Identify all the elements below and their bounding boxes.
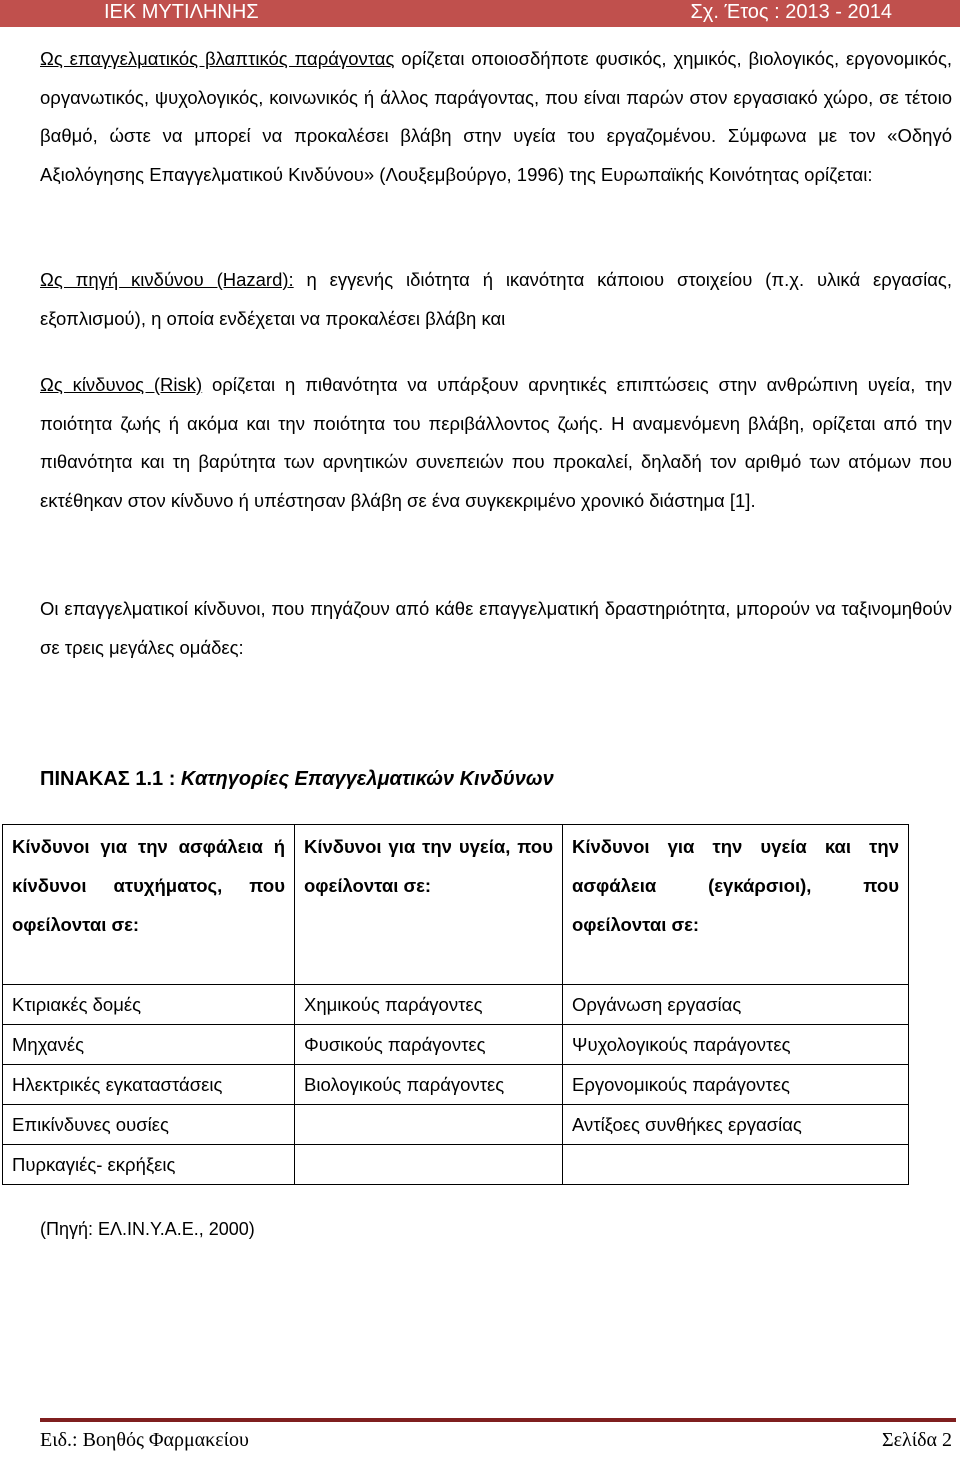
footer-specialty: Ειδ.: Βοηθός Φαρμακείου [40,1429,249,1451]
header-school: ΙΕΚ ΜΥΤΙΛΗΝΗΣ [104,1,259,23]
definition-hazard: η εγγενής ιδιότητα ή ικανότητα κάποιου στοιχείου (π.χ. υλικά εργασίας, εξοπλισμού), η οποία ενδέχεται να προκαλέσει βλάβη και [40,269,952,329]
table-source: (Πηγή: ΕΛ.ΙΝ.Υ.Α.Ε., 2000) [40,1219,255,1239]
header-health-risks: Κίνδυνοι για την υγεία, που οφείλονται σε: [295,825,563,985]
table-caption [40,762,554,796]
table-row [3,1065,909,1105]
definition-risk: ορίζεται η πιθανότητα να υπάρξουν αρνητικές επιπτώσεις στην ανθρώπινη υγεία, την ποιότητα ζωής ή ακόμα και την ποιότητα του περιβάλλοντος ζωής. Η αναμενόμενη βλάβη, ορίζεται από την πιθανότητα και τη βαρύτητα των αρνητικών συνεπειών που προκαλεί, δηλαδή τον αριθμό των ατόμων που εκτέθηκαν στον κίνδυνο ή υπέστησαν βλάβη σε ένα συγκεκριμένο χρονικό διάστημα [1]. [40,374,952,511]
paragraph-occupational-factor [40,40,952,194]
table-cell: Χημικούς παράγοντες [295,985,563,1025]
table-row [3,1145,909,1185]
footer-page-number: Σελίδα 2 [881,1429,952,1451]
table-cell [563,1145,909,1185]
table-caption-label: ΠΙΝΑΚΑΣ 1.1 : [40,768,176,790]
definition-occupational-factor: ορίζεται οποιοσδήποτε φυσικός, χημικός, βιολογικός, εργονομικός, οργανωτικός, ψυχολογικός, κοινωνικός ή άλλος παράγοντας, που είναι παρών στον εργασιακό χώρο, σε τέτοιο βαθμό, ώστε να μπορεί να προκαλέσει βλάβη στην υγεία του εργαζομένου. Σύμφωνα με τον «Οδηγό Αξιολόγησης Επαγγελματικού Κινδύνου» (Λουξεμβούργο, 1996) της Ευρωπαϊκής Κοινότητας ορίζεται: [40,48,953,185]
paragraph-risk [40,366,952,520]
header-safety-risks: Κίνδυνοι για την ασφάλεια ή κίνδυνοι ατυχήματος, που οφείλονται σε: [3,825,295,985]
table-cell: Ηλεκτρικές εγκαταστάσεις [3,1065,295,1105]
paragraph-hazard [40,261,952,338]
table-row [3,1025,909,1065]
table-cell: Φυσικούς παράγοντες [295,1025,563,1065]
table-cell: Αντίξοες συνθήκες εργασίας [563,1105,909,1145]
table-cell: Οργάνωση εργασίας [563,985,909,1025]
table-cell [295,1105,563,1145]
term-hazard: Ως πηγή κινδύνου (Hazard): [40,269,294,290]
table-cell: Πυρκαγιές- εκρήξεις [3,1145,295,1185]
table-cell [295,1145,563,1185]
term-risk: Ως κίνδυνος (Risk) [40,374,203,395]
table-caption-title: Κατηγορίες Επαγγελματικών Κινδύνων [180,768,554,790]
table-cell: Ψυχολογικούς παράγοντες [563,1025,909,1065]
header-cross-risks: Κίνδυνοι για την υγεία και την ασφάλεια (εγκάρσιοι), που οφείλονται σε: [563,825,909,985]
table-cell: Εργονομικούς παράγοντες [563,1065,909,1105]
table-header-row [3,825,909,985]
table-cell: Βιολογικούς παράγοντες [295,1065,563,1105]
paragraph-classification: Οι επαγγελματικοί κίνδυνοι, που πηγάζουν από κάθε επαγγελματική δραστηριότητα, μπορούν να ταξινομηθούν σε τρεις μεγάλες ομάδες: [40,598,952,658]
header-school-year: Σχ. Έτος : 2013 - 2014 [690,1,892,23]
table-row [3,1105,909,1145]
page-header [0,0,960,27]
table-cell: Επικίνδυνες ουσίες [3,1105,295,1145]
table-row [3,985,909,1025]
table-cell: Κτιριακές δομές [3,985,295,1025]
hazards-table [2,824,909,1185]
footer-divider [40,1418,956,1422]
table-cell: Μηχανές [3,1025,295,1065]
term-occupational-factor: Ως επαγγελματικός βλαπτικός παράγοντας [40,48,395,69]
